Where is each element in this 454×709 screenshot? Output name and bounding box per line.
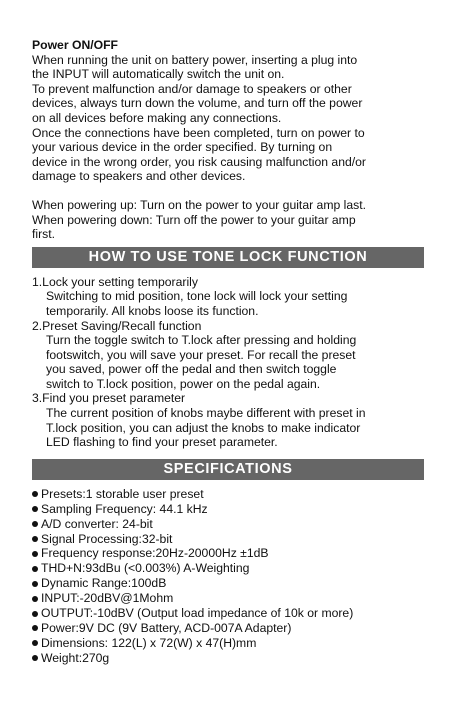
spec-list	[32, 487, 424, 666]
bullet-icon	[32, 611, 38, 617]
bullet-icon	[32, 536, 38, 542]
spec-text: Dimensions: 122(L) x 72(W) x 47(H)mm	[41, 635, 257, 650]
power-order-line: When powering down: Turn off the power to your guitar amp	[32, 212, 356, 227]
bullet-icon	[32, 596, 38, 602]
spec-item	[32, 487, 424, 502]
spec-item	[32, 651, 424, 666]
spec-item	[32, 591, 424, 606]
bullet-icon	[32, 506, 38, 512]
power-title: Power ON/OFF	[32, 38, 118, 52]
power-order-line: first.	[32, 227, 56, 242]
spec-text: Dynamic Range:100dB	[41, 576, 167, 591]
tone-lock-item-text: footswitch, you will save your preset. For recall the preset	[46, 347, 356, 362]
bullet-icon	[32, 640, 38, 646]
specifications-heading: SPECIFICATIONS	[32, 459, 424, 480]
manual-content	[32, 38, 424, 666]
power-order-line: When powering up: Turn on the power to your guitar amp last.	[32, 197, 366, 212]
spec-item	[32, 502, 424, 517]
tone-lock-item-title: 2.Preset Saving/Recall function	[32, 318, 202, 333]
bullet-icon	[32, 491, 38, 497]
spec-item	[32, 546, 424, 561]
spec-item	[32, 576, 424, 591]
tone-lock-item-text: Switching to mid position, tone lock will lock your setting	[46, 289, 348, 304]
spec-text: Presets:1 storable user preset	[41, 486, 204, 501]
bullet-icon	[32, 581, 38, 587]
spec-text: THD+N:93dBu (<0.003%) A-Weighting	[41, 561, 250, 576]
bullet-icon	[32, 625, 38, 631]
power-text-line: devices, always turn down the volume, and turn off the power	[32, 96, 363, 111]
spec-text: Sampling Frequency: 44.1 kHz	[41, 501, 208, 516]
bullet-icon	[32, 655, 38, 661]
spec-item	[32, 606, 424, 621]
spacer	[32, 184, 424, 198]
power-text-line: on all devices before making any connections.	[32, 110, 282, 125]
tone-lock-item-text: switch to T.lock position, power on the pedal again.	[46, 376, 321, 391]
spec-item	[32, 561, 424, 576]
tone-lock-item-text: you saved, power off the pedal and then switch toggle	[46, 362, 337, 377]
power-text-line: your various device in the order specified. By turning on	[32, 140, 333, 155]
tone-lock-item-text: temporarily. All knobs loose its function.	[46, 303, 259, 318]
spec-text: Signal Processing:32-bit	[41, 531, 173, 546]
power-text-line: the INPUT will automatically switch the unit on.	[32, 67, 285, 82]
spec-item	[32, 621, 424, 636]
bullet-icon	[32, 551, 38, 557]
spec-item	[32, 636, 424, 651]
tone-lock-item-text: T.lock position, you can adjust the knobs to make indicator	[46, 420, 361, 435]
tone-lock-heading: HOW TO USE TONE LOCK FUNCTION	[32, 247, 424, 268]
spec-item	[32, 532, 424, 547]
bullet-icon	[32, 566, 38, 572]
spec-text: A/D converter: 24-bit	[41, 516, 153, 531]
power-text-line: When running the unit on battery power, inserting a plug into	[32, 52, 358, 67]
tone-lock-item-text: LED flashing to find your preset parameter.	[46, 435, 278, 450]
spec-text: Power:9V DC (9V Battery, ACD-007A Adapter)	[41, 621, 292, 635]
spec-text: OUTPUT:-10dBV (Output load impedance of 10k or more)	[41, 606, 354, 621]
power-text-line: device in the wrong order, you risk causing malfunction and/or	[32, 154, 366, 169]
spec-item	[32, 517, 424, 532]
tone-lock-item-title: 1.Lock your setting temporarily	[32, 274, 198, 289]
power-text-line: To prevent malfunction and/or damage to speakers or other	[32, 81, 352, 96]
power-text-line: damage to speakers and other devices.	[32, 169, 246, 184]
spec-text: INPUT:-20dBV@1Mohm	[41, 591, 174, 606]
tone-lock-item-title: 3.Find you preset parameter	[32, 391, 186, 406]
tone-lock-item-text: The current position of knobs maybe different with preset in	[46, 406, 366, 421]
spec-text: Frequency response:20Hz-20000Hz ±1dB	[41, 546, 269, 561]
power-text-line: Once the connections have been completed, turn on power to	[32, 125, 365, 140]
bullet-icon	[32, 521, 38, 527]
spec-text: Weight:270g	[41, 650, 110, 665]
tone-lock-item-text: Turn the toggle switch to T.lock after pressing and holding	[46, 333, 357, 348]
